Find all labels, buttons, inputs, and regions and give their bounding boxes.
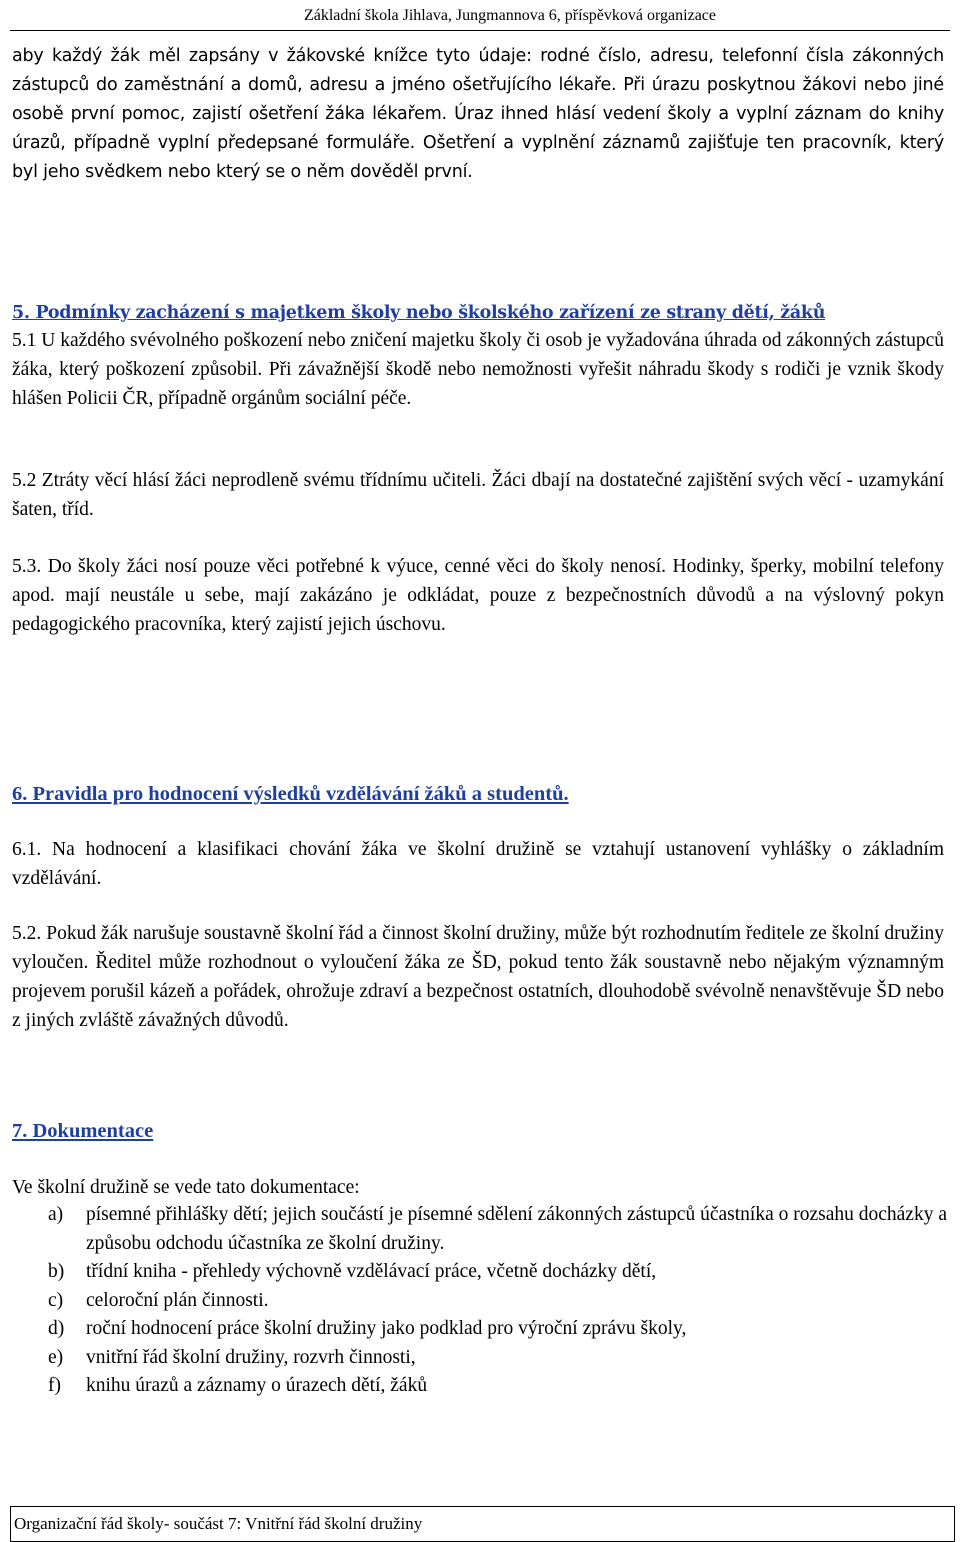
- section-7-heading: 7. Dokumentace: [12, 1120, 154, 1142]
- list-marker: d): [48, 1318, 65, 1339]
- section-6-2-paragraph: 5.2. Pokud žák narušuje soustavně školní řád a činnost školní družiny, může být rozhodnutím ředitele ze školní družiny vyloučen. Ředitel může rozhodnout o vyloučení žáka ze ŠD, pokud tento žák soustavně nebo nějakým významným projevem porušil kázeň a pořádek, ohrožuje zdraví a bezpečnost ostatních, dlouhodobě svévolně nenavštěvuje ŠD nebo z jiných zvláště závažných důvodů.: [12, 923, 944, 1031]
- list-marker: a): [48, 1204, 64, 1225]
- section-5-3-paragraph: 5.3. Do školy žáci nosí pouze věci potřebné k výuce, cenné věci do školy nenosí. Hodinky, šperky, mobilní telefony apod. mají neustále u sebe, mají zakázáno je odkládat, pouze z bezpečnostních důvodů a na výslovný pokyn pedagogického pracovníka, který zajistí jejich úschovu.: [12, 556, 944, 635]
- list-item-text: knihu úrazů a záznamy o úrazech dětí, žáků: [86, 1375, 428, 1396]
- section-6-1-paragraph: 6.1. Na hodnocení a klasifikaci chování žáka ve školní družině se vztahují ustanovení vyhlášky o základním vzdělávání.: [12, 839, 944, 889]
- section-6-heading: 6. Pravidla pro hodnocení výsledků vzdělávání žáků a studentů.: [12, 783, 569, 805]
- list-item: [48, 1287, 948, 1316]
- page-footer: Organizační řád školy- součást 7: Vnitřní řád školní družiny: [10, 1506, 955, 1542]
- list-item: [48, 1372, 948, 1401]
- list-marker: c): [48, 1289, 64, 1311]
- list-item: [48, 1315, 948, 1344]
- section-5-heading: 5. Podmínky zacházení s majetkem školy nebo školského zařízení ze strany dětí, žáků: [12, 303, 826, 323]
- list-item-text: roční hodnocení práce školní družiny jako podklad pro výroční zprávu školy,: [86, 1318, 687, 1339]
- intro-paragraph: aby každý žák měl zapsány v žákovské knížce tyto údaje: rodné číslo, adresu, telefonní čísla zákonných zástupců do zaměstnání a domů, adresu a jméno ošetřujícího lékaře. Při úrazu poskytnou žákovi nebo jiné osobě první pomoc, zajistí ošetření žáka lékařem. Úraz ihned hlásí vedení školy a vyplní záznam do knihy úrazů, případně vyplní předepsané formuláře. Ošetření a vyplnění záznamů zajišťuje ten pracovník, který byl jeho svědkem nebo který se o něm dověděl první.: [12, 46, 944, 182]
- section-5-1-paragraph: 5.1 U každého svévolného poškození nebo zničení majetku školy či osob je vyžadována úhrada od zákonných zástupců žáka, který poškození způsobil. Při závažnější škodě nebo nemožnosti vyřešit náhradu škody s rodiči je vznik škody hlášen Policii ČR, případně orgánům sociální péče.: [12, 330, 944, 409]
- list-item-text: celoroční plán činnosti.: [86, 1289, 269, 1311]
- list-marker: f): [48, 1375, 61, 1396]
- documentation-list: [48, 1201, 948, 1401]
- list-item: [48, 1258, 948, 1287]
- list-marker: b): [48, 1261, 65, 1282]
- list-item-text: písemné přihlášky dětí; jejich součástí je písemné sdělení zákonných zástupců účastníka o rozsahu docházky a způsobu odchodu účastníka ze školní družiny.: [86, 1204, 947, 1254]
- list-marker: e): [48, 1346, 64, 1368]
- list-item-text: třídní kniha - přehledy výchovně vzdělávací práce, včetně docházky dětí,: [86, 1261, 657, 1282]
- page-header: Základní škola Jihlava, Jungmannova 6, příspěvková organizace: [10, 0, 950, 31]
- list-item: [48, 1201, 948, 1258]
- section-5-2-paragraph: 5.2 Ztráty věcí hlásí žáci neprodleně svému třídnímu učiteli. Žáci dbají na dostatečné zajištění svých věcí - uzamykání šaten, tříd.: [12, 470, 944, 520]
- list-item-text: vnitřní řád školní družiny, rozvrh činnosti,: [86, 1346, 416, 1368]
- section-7-intro: Ve školní družině se vede tato dokumentace:: [12, 1177, 360, 1198]
- list-item: [48, 1344, 948, 1373]
